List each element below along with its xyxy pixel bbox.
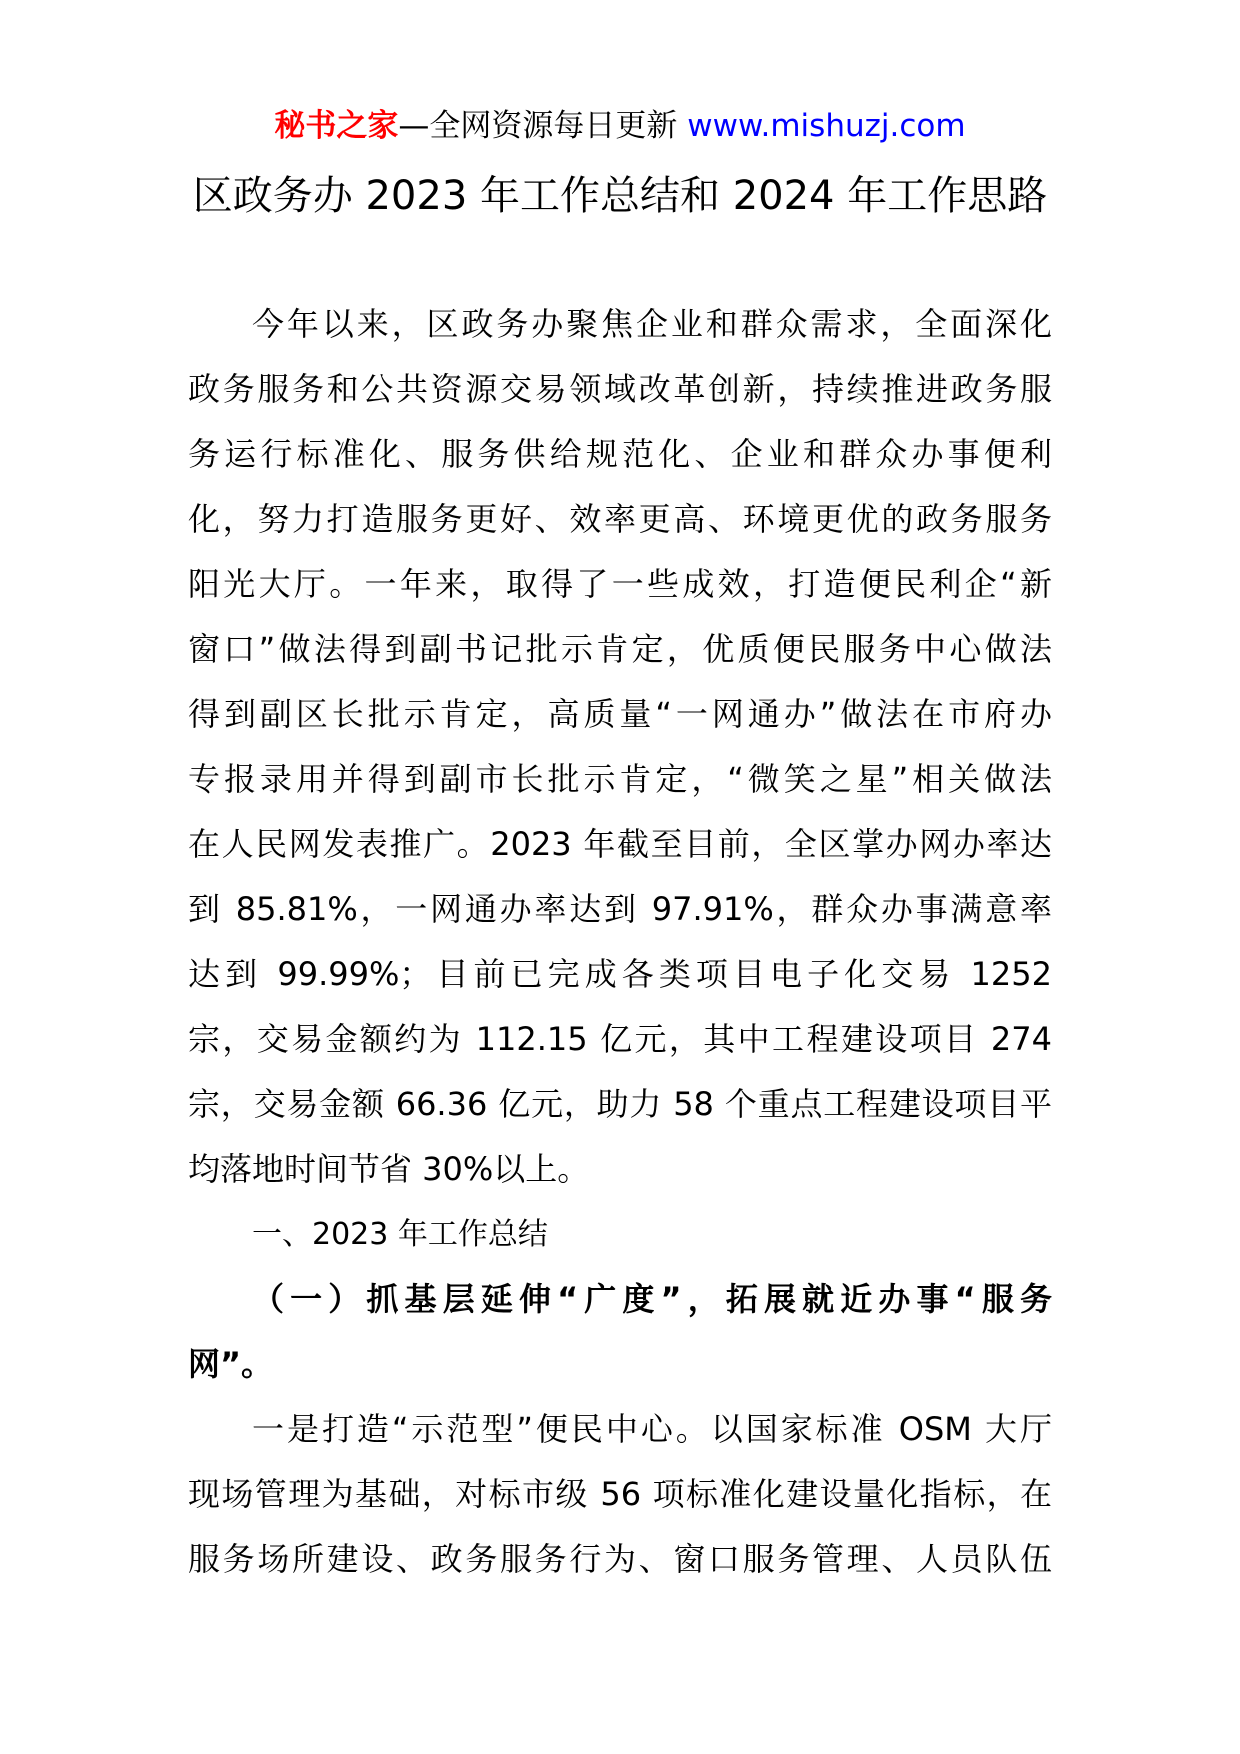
site-header [0, 104, 1240, 148]
paragraph-line: 宗，交易金额约为 112.15 亿元，其中工程建设项目 274 [188, 1020, 1052, 1058]
paragraph-line: 化，努力打造服务更好、效率更高、环境更优的政务服务 [188, 500, 1052, 538]
paragraph-line: 均落地时间节省 30%以上。 [188, 1150, 590, 1188]
paragraph-line: 现场管理为基础，对标市级 56 项标准化建设量化指标，在 [188, 1475, 1052, 1513]
brand-name: 秘书之家 [274, 108, 399, 144]
paragraph-line: 阳光大厅。一年来，取得了一些成效，打造便民利企“新 [188, 565, 1052, 603]
paragraph-line: 得到副区长批示肯定，高质量“一网通办”做法在市府办 [188, 695, 1052, 733]
paragraph-line: 宗，交易金额 66.36 亿元，助力 58 个重点工程建设项目平 [188, 1085, 1052, 1123]
subsection-heading: 网”。 [188, 1345, 274, 1383]
section-heading: 一、2023 年工作总结 [252, 1217, 548, 1252]
paragraph-line: 今年以来，区政务办聚焦企业和群众需求，全面深化 [252, 305, 1052, 343]
paragraph-line: 窗口”做法得到副书记批示肯定，优质便民服务中心做法 [188, 630, 1052, 668]
paragraph-line: 务运行标准化、服务供给规范化、企业和群众办事便利 [188, 435, 1052, 473]
paragraph-line: 政务服务和公共资源交易领域改革创新，持续推进政务服 [188, 370, 1052, 408]
paragraph-line: 在人民网发表推广。2023 年截至目前，全区掌办网办率达 [188, 825, 1052, 863]
site-url-link[interactable]: www.mishuzj.com [687, 108, 966, 144]
document-title: 区政务办 2023 年工作总结和 2024 年工作思路 [192, 173, 1048, 219]
paragraph-line: 到 85.81%，一网通办率达到 97.91%，群众办事满意率 [188, 890, 1052, 928]
paragraph-line: 一是打造“示范型”便民中心。以国家标准 OSM 大厅 [252, 1410, 1052, 1448]
subsection-heading: （一）抓基层延伸“广度”，拓展就近办事“服务 [252, 1280, 1052, 1318]
document-body [188, 292, 1052, 1592]
paragraph-line: 服务场所建设、政务服务行为、窗口服务管理、人员队伍 [188, 1540, 1052, 1578]
paragraph-line: 专报录用并得到副市长批示肯定，“微笑之星”相关做法 [188, 760, 1052, 798]
paragraph-line: 达到 99.99%；目前已完成各类项目电子化交易 1252 [188, 955, 1052, 993]
header-tagline: —全网资源每日更新 [398, 108, 678, 144]
